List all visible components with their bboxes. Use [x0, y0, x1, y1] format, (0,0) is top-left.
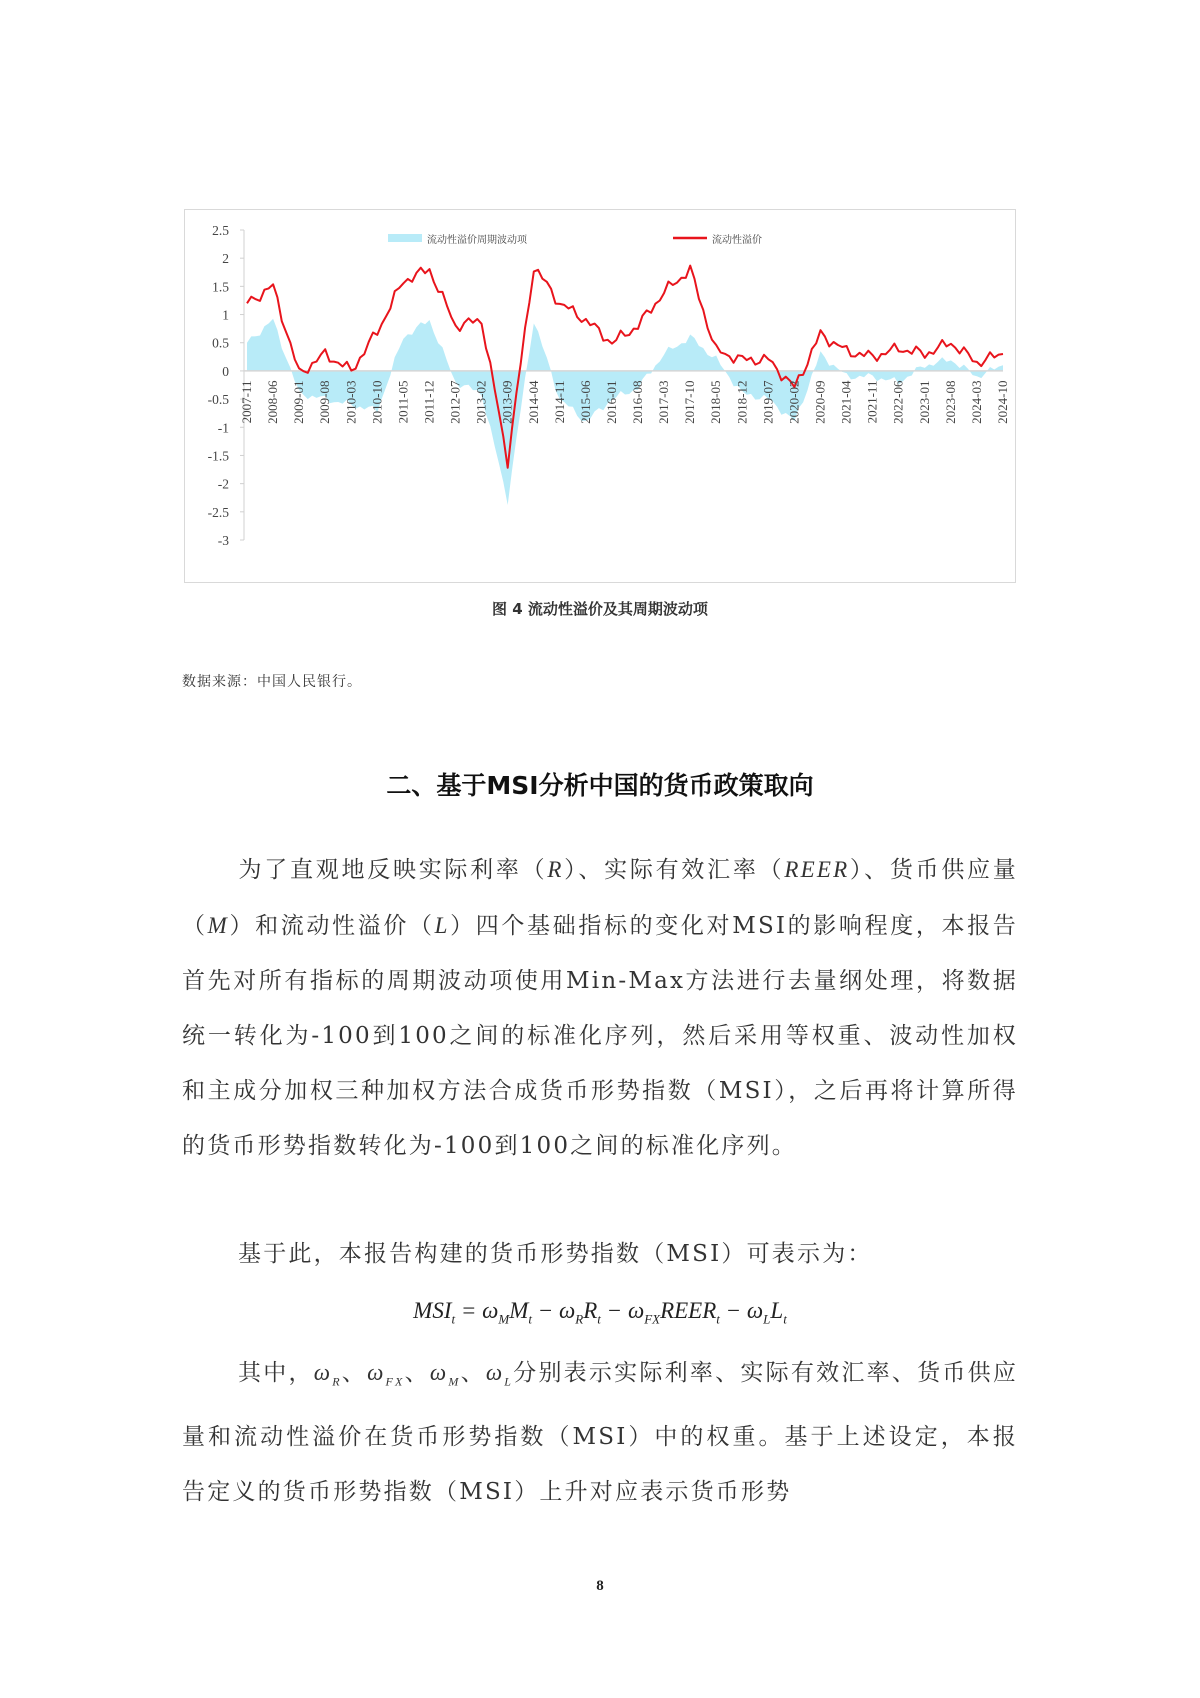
- omega-m: $\omega_M$: [429, 1360, 461, 1389]
- legend-label-cyclical: 流动性溢价周期波动项: [427, 235, 527, 246]
- msi-formula: $MSI_t = \omega_MM_t - \omega_RR_t$ − $\omega_{FX}REER_t - \omega_LL_t$: [413, 1298, 787, 1327]
- omega-l: $\omega_L$: [485, 1360, 514, 1389]
- x-tick-label: 2015-06: [577, 380, 593, 424]
- y-tick-label: 0.5: [212, 335, 229, 351]
- x-tick-label: 2016-08: [630, 380, 646, 424]
- text: ）、实际有效汇率（: [563, 857, 785, 883]
- symbol-reer: REER: [784, 857, 850, 882]
- x-tick-label: 2018-12: [734, 380, 750, 424]
- y-tick-label: 1.5: [212, 279, 229, 295]
- legend-swatch-area: [388, 234, 422, 242]
- cyclical-component-area: [247, 319, 1003, 505]
- y-tick-label: -1: [217, 420, 229, 436]
- y-tick-label: -2: [217, 476, 229, 492]
- y-tick-label: 2.5: [212, 223, 229, 238]
- x-tick-label: 2024-10: [995, 380, 1010, 424]
- body-paragraph-1: [182, 842, 1018, 1174]
- x-tick-label: 2023-08: [942, 380, 958, 424]
- x-tick-label: 2022-06: [890, 380, 906, 424]
- x-tick-label: 2023-01: [916, 380, 932, 424]
- x-tick-label: 2021-04: [838, 380, 854, 424]
- x-tick-label: 2017-10: [682, 380, 698, 424]
- x-tick-label: 2018-05: [708, 380, 724, 424]
- legend-label-premium: 流动性溢价: [712, 235, 762, 246]
- omega-r: $\omega_R$: [313, 1360, 342, 1389]
- y-tick-label: 0: [222, 363, 229, 379]
- x-tick-label: 2008-06: [265, 380, 281, 424]
- x-tick-label: 2019-07: [760, 380, 776, 424]
- y-tick-label: -0.5: [207, 392, 229, 408]
- x-tick-label: 2009-01: [291, 380, 307, 424]
- x-tick-label: 2011-12: [421, 380, 437, 424]
- x-tick-label: 2011-05: [395, 380, 411, 424]
- symbol-m: M: [207, 913, 230, 938]
- data-source-note: 数据来源：中国人民银行。: [182, 674, 362, 690]
- liquidity-premium-line: [247, 266, 1003, 468]
- y-tick-label: 1: [222, 307, 229, 323]
- symbol-r: R: [547, 857, 564, 882]
- chart-canvas: [185, 210, 1017, 584]
- x-tick-label: 2013-09: [499, 380, 515, 424]
- x-tick-label: 2013-02: [473, 380, 489, 424]
- x-tick-label: 2014-11: [551, 380, 567, 424]
- figure-caption: 图 4 流动性溢价及其周期波动项: [492, 600, 708, 618]
- x-tick-label: 2012-07: [447, 380, 463, 424]
- x-tick-label: 2021-11: [864, 380, 880, 424]
- y-tick-label: -2.5: [207, 504, 229, 520]
- page-number: 8: [596, 1578, 604, 1594]
- section-heading: 二、基于MSI分析中国的货币政策取向: [386, 771, 814, 800]
- text: 基于此，本报告构建的货币形势指数（MSI）可表示为：: [238, 1241, 873, 1267]
- x-tick-label: 2024-03: [968, 380, 984, 424]
- body-paragraph-3: 其中，$\omega_R$、$\omega_{FX}$、$\omega_M$、$\omega_L$分别表示实际利率、实际有效汇率、货币供应量和流动性溢价在货币形势指数（MSI）中的权重。基于上述设定，本报告定义的货币形势指数（MSI）上升对应表示货币形势: [182, 1360, 1019, 1505]
- text: ）四个基础指标的变化对MSI的影响程度，本报告首先对所有指标的周期波动项使用Min-Max方法进行去量纲处理，将数据统一转化为-100到100之间的标准化序列，然后采用等权重、波动性加权和主成分加权三种加权方法合成货币形势指数（MSI），之后再将计算所得的货币形势指数转化为-100到100之间的标准化序列。: [182, 913, 1019, 1159]
- text: 其中，: [238, 1360, 314, 1386]
- body-paragraph-2: [182, 1227, 1018, 1282]
- symbol-l: L: [434, 913, 450, 938]
- liquidity-premium-chart: [184, 209, 1016, 583]
- x-tick-label: 2010-10: [369, 380, 385, 424]
- text: ）、货币供应量（: [182, 857, 1018, 939]
- x-tick-label: 2020-09: [812, 380, 828, 424]
- y-tick-label: 2: [222, 251, 229, 267]
- x-tick-label: 2014-04: [525, 380, 541, 424]
- x-tick-label: 2020-02: [786, 380, 802, 424]
- x-tick-label: 2017-03: [656, 380, 672, 424]
- x-tick-label: 2016-01: [603, 380, 619, 424]
- text: 为了直观地反映实际利率（: [238, 857, 548, 883]
- x-tick-label: 2009-08: [317, 380, 333, 424]
- text: ）和流动性溢价（: [229, 913, 435, 939]
- x-tick-label: 2010-03: [343, 380, 359, 424]
- text: 分别表示实际利率、实际有效汇率、货币供应量和流动性溢价在货币形势指数（MSI）中的权重。基于上述设定，本报告定义的货币形势指数（MSI）上升对应表示货币形势: [182, 1360, 1019, 1505]
- x-tick-label: 2007-11: [239, 380, 254, 424]
- y-tick-label: -3: [217, 533, 229, 548]
- y-tick-label: -1.5: [207, 448, 229, 464]
- omega-fx: $\omega_{FX}$: [367, 1360, 405, 1389]
